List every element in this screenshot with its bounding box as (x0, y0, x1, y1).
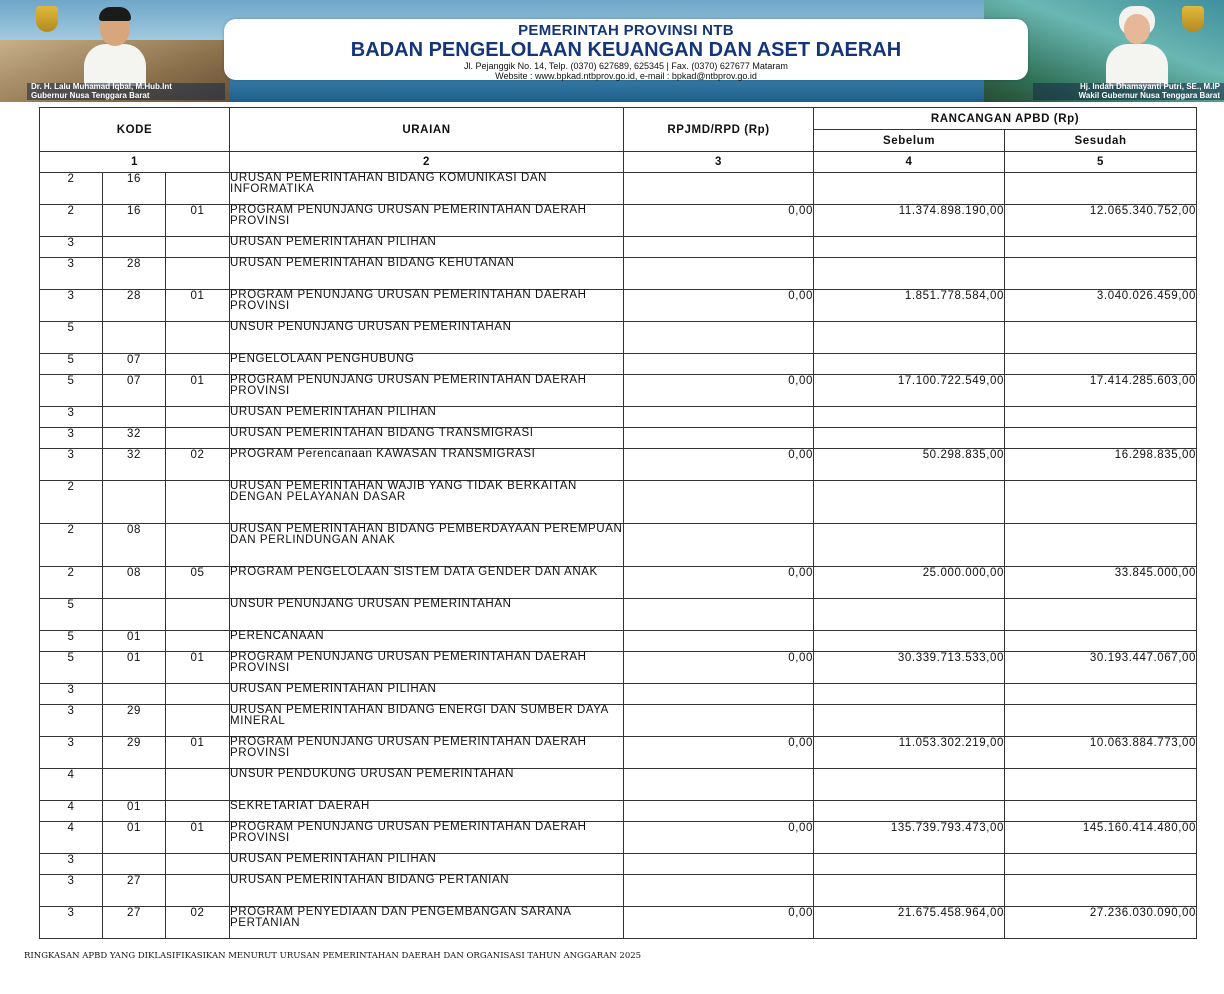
agency-website: Website : www.bpkad.ntbprov.go.id, e-mail : bpkad@ntbprov.go.id (495, 71, 757, 81)
kode-level2-cell: 29 (103, 737, 166, 769)
governor-caption (27, 83, 225, 100)
table-row (40, 567, 1197, 599)
table-row (40, 631, 1197, 652)
rpjmd-cell: 0,00 (624, 205, 814, 237)
table-row (40, 769, 1197, 801)
header-banner (0, 0, 1224, 102)
kode-level1-cell: 5 (40, 322, 103, 354)
kode-level1-cell: 2 (40, 205, 103, 237)
table-row (40, 652, 1197, 684)
kode-level2-cell (103, 322, 166, 354)
table-row (40, 481, 1197, 524)
sebelum-cell (814, 769, 1005, 801)
uraian-cell: PROGRAM PENUNJANG URUSAN PEMERINTAHAN DAERAH PROVINSI (230, 375, 624, 407)
kode-level1-cell: 5 (40, 631, 103, 652)
kode-level3-cell: 01 (166, 290, 230, 322)
sebelum-cell (814, 599, 1005, 631)
kode-level1-cell: 3 (40, 875, 103, 907)
table-row (40, 684, 1197, 705)
kode-level2-cell (103, 599, 166, 631)
kode-level1-cell: 2 (40, 524, 103, 567)
kode-level2-cell: 01 (103, 801, 166, 822)
table-row (40, 524, 1197, 567)
kode-level3-cell (166, 705, 230, 737)
sesudah-cell (1005, 875, 1197, 907)
table-row (40, 854, 1197, 875)
table-row (40, 375, 1197, 407)
column-number: 5 (1005, 152, 1197, 173)
vice-governor-caption (1033, 83, 1224, 100)
kode-level2-cell: 08 (103, 567, 166, 599)
kode-level1-cell: 3 (40, 237, 103, 258)
table-body (40, 173, 1197, 939)
header-uraian: URAIAN (230, 108, 624, 152)
kode-level2-cell (103, 237, 166, 258)
uraian-cell: SEKRETARIAT DAERAH (230, 801, 624, 822)
kode-level1-cell: 5 (40, 652, 103, 684)
sesudah-cell (1005, 769, 1197, 801)
kode-level3-cell (166, 631, 230, 652)
header-kode: KODE (40, 108, 230, 152)
uraian-cell: PROGRAM PENGELOLAAN SISTEM DATA GENDER DAN ANAK (230, 567, 624, 599)
header-rancangan: RANCANGAN APBD (Rp) (814, 108, 1197, 130)
uraian-cell: URUSAN PEMERINTAHAN PILIHAN (230, 407, 624, 428)
sebelum-cell: 11.374.898.190,00 (814, 205, 1005, 237)
kode-level2-cell (103, 407, 166, 428)
uraian-cell: PROGRAM PENYEDIAAN DAN PENGEMBANGAN SARANA PERTANIAN (230, 907, 624, 939)
sebelum-cell (814, 481, 1005, 524)
uraian-cell: UNSUR PENUNJANG URUSAN PEMERINTAHAN (230, 599, 624, 631)
kode-level3-cell (166, 258, 230, 290)
kode-level1-cell: 2 (40, 173, 103, 205)
sebelum-cell (814, 631, 1005, 652)
rpjmd-cell: 0,00 (624, 567, 814, 599)
rpjmd-cell (624, 875, 814, 907)
uraian-cell: PROGRAM PENUNJANG URUSAN PEMERINTAHAN DAERAH PROVINSI (230, 822, 624, 854)
table-row (40, 801, 1197, 822)
sesudah-cell (1005, 631, 1197, 652)
government-title: PEMERINTAH PROVINSI NTB (518, 22, 734, 39)
kode-level1-cell: 5 (40, 599, 103, 631)
sesudah-cell: 16.298.835,00 (1005, 449, 1197, 481)
uraian-cell: URUSAN PEMERINTAHAN BIDANG TRANSMIGRASI (230, 428, 624, 449)
uraian-cell: PROGRAM PENUNJANG URUSAN PEMERINTAHAN DAERAH PROVINSI (230, 205, 624, 237)
sebelum-cell: 50.298.835,00 (814, 449, 1005, 481)
rpjmd-cell (624, 322, 814, 354)
kode-level3-cell (166, 322, 230, 354)
governor-title: Gubernur Nusa Tenggara Barat (31, 90, 150, 100)
kode-level3-cell (166, 599, 230, 631)
sebelum-cell (814, 854, 1005, 875)
kode-level1-cell: 4 (40, 769, 103, 801)
table-row (40, 354, 1197, 375)
rpjmd-cell (624, 481, 814, 524)
footer-caption: RINGKASAN APBD YANG DIKLASIFIKASIKAN MENURUT URUSAN PEMERINTAHAN DAERAH DAN ORGANISASI TAHUN ANGGARAN 2025 (24, 951, 642, 961)
emblem-icon (36, 6, 58, 32)
kode-level3-cell: 02 (166, 449, 230, 481)
rpjmd-cell: 0,00 (624, 375, 814, 407)
apbd-table (39, 107, 1197, 939)
kode-level3-cell: 01 (166, 375, 230, 407)
sesudah-cell: 3.040.026.459,00 (1005, 290, 1197, 322)
kode-level2-cell: 01 (103, 822, 166, 854)
kode-level2-cell: 08 (103, 524, 166, 567)
table-row (40, 407, 1197, 428)
kode-level3-cell (166, 684, 230, 705)
sebelum-cell: 30.339.713.533,00 (814, 652, 1005, 684)
kode-level1-cell: 3 (40, 737, 103, 769)
kode-level3-cell: 01 (166, 822, 230, 854)
kode-level3-cell (166, 875, 230, 907)
uraian-cell: URUSAN PEMERINTAHAN BIDANG PERTANIAN (230, 875, 624, 907)
kode-level2-cell (103, 481, 166, 524)
rpjmd-cell (624, 173, 814, 205)
header-sebelum: Sebelum (814, 130, 1005, 152)
rpjmd-cell: 0,00 (624, 822, 814, 854)
kode-level2-cell: 01 (103, 631, 166, 652)
uraian-cell: PENGELOLAAN PENGHUBUNG (230, 354, 624, 375)
column-number: 1 (40, 152, 230, 173)
kode-level2-cell: 27 (103, 875, 166, 907)
sebelum-cell (814, 428, 1005, 449)
kode-level1-cell: 4 (40, 801, 103, 822)
table-row (40, 428, 1197, 449)
kode-level3-cell: 05 (166, 567, 230, 599)
sebelum-cell: 11.053.302.219,00 (814, 737, 1005, 769)
rpjmd-cell (624, 237, 814, 258)
kode-level1-cell: 2 (40, 481, 103, 524)
kode-level2-cell: 32 (103, 428, 166, 449)
sebelum-cell (814, 237, 1005, 258)
sesudah-cell (1005, 428, 1197, 449)
sesudah-cell: 145.160.414.480,00 (1005, 822, 1197, 854)
kode-level3-cell (166, 428, 230, 449)
sebelum-cell (814, 258, 1005, 290)
kode-level2-cell: 07 (103, 354, 166, 375)
table-row (40, 173, 1197, 205)
kode-level1-cell: 5 (40, 354, 103, 375)
kode-level2-cell: 01 (103, 652, 166, 684)
sebelum-cell: 21.675.458.964,00 (814, 907, 1005, 939)
sesudah-cell (1005, 705, 1197, 737)
agency-title-box (224, 19, 1028, 80)
sesudah-cell: 10.063.884.773,00 (1005, 737, 1197, 769)
kode-level1-cell: 3 (40, 290, 103, 322)
vice-governor-name: Hj. Indah Dhamayanti Putri, SE., M.IP (1079, 82, 1220, 91)
table-row (40, 737, 1197, 769)
uraian-cell: URUSAN PEMERINTAHAN WAJIB YANG TIDAK BERKAITAN DENGAN PELAYANAN DASAR (230, 481, 624, 524)
kode-level1-cell: 4 (40, 822, 103, 854)
governor-portrait (78, 4, 152, 84)
kode-level1-cell: 3 (40, 705, 103, 737)
rpjmd-cell (624, 407, 814, 428)
sebelum-cell: 17.100.722.549,00 (814, 375, 1005, 407)
table-row (40, 205, 1197, 237)
sesudah-cell: 33.845.000,00 (1005, 567, 1197, 599)
rpjmd-cell (624, 599, 814, 631)
sebelum-cell (814, 801, 1005, 822)
kode-level2-cell: 16 (103, 173, 166, 205)
kode-level2-cell (103, 854, 166, 875)
kode-level1-cell: 3 (40, 684, 103, 705)
kode-level1-cell: 3 (40, 258, 103, 290)
rpjmd-cell (624, 769, 814, 801)
sebelum-cell (814, 322, 1005, 354)
uraian-cell: URUSAN PEMERINTAHAN BIDANG KEHUTANAN (230, 258, 624, 290)
kode-level3-cell (166, 524, 230, 567)
kode-level2-cell: 27 (103, 907, 166, 939)
uraian-cell: UNSUR PENUNJANG URUSAN PEMERINTAHAN (230, 322, 624, 354)
kode-level2-cell (103, 769, 166, 801)
uraian-cell: URUSAN PEMERINTAHAN BIDANG KOMUNIKASI DAN INFORMATIKA (230, 173, 624, 205)
rpjmd-cell (624, 428, 814, 449)
rpjmd-cell (624, 705, 814, 737)
header-rpjmd: RPJMD/RPD (Rp) (624, 108, 814, 152)
kode-level2-cell: 28 (103, 290, 166, 322)
rpjmd-cell (624, 854, 814, 875)
sesudah-cell (1005, 322, 1197, 354)
sesudah-cell (1005, 173, 1197, 205)
rpjmd-cell: 0,00 (624, 290, 814, 322)
rpjmd-cell (624, 258, 814, 290)
table-row (40, 875, 1197, 907)
table-row (40, 322, 1197, 354)
table-row (40, 258, 1197, 290)
kode-level2-cell: 16 (103, 205, 166, 237)
sesudah-cell (1005, 481, 1197, 524)
kode-level3-cell: 01 (166, 652, 230, 684)
table-row (40, 599, 1197, 631)
uraian-cell: PROGRAM Perencanaan KAWASAN TRANSMIGRASI (230, 449, 624, 481)
vice-governor-title: Wakil Gubernur Nusa Tenggara Barat (1078, 90, 1220, 100)
sesudah-cell (1005, 801, 1197, 822)
kode-level3-cell: 02 (166, 907, 230, 939)
sesudah-cell (1005, 684, 1197, 705)
kode-level3-cell (166, 407, 230, 428)
kode-level3-cell (166, 481, 230, 524)
kode-level3-cell: 01 (166, 737, 230, 769)
uraian-cell: PERENCANAAN (230, 631, 624, 652)
rpjmd-cell (624, 354, 814, 375)
kode-level3-cell (166, 173, 230, 205)
column-number: 3 (624, 152, 814, 173)
uraian-cell: URUSAN PEMERINTAHAN PILIHAN (230, 684, 624, 705)
rpjmd-cell: 0,00 (624, 449, 814, 481)
sebelum-cell (814, 354, 1005, 375)
table-row (40, 822, 1197, 854)
sesudah-cell (1005, 524, 1197, 567)
agency-title: BADAN PENGELOLAAN KEUANGAN DAN ASET DAERAH (350, 39, 902, 61)
sesudah-cell: 30.193.447.067,00 (1005, 652, 1197, 684)
rpjmd-cell: 0,00 (624, 737, 814, 769)
header-sesudah: Sesudah (1005, 130, 1197, 152)
kode-level2-cell: 28 (103, 258, 166, 290)
uraian-cell: URUSAN PEMERINTAHAN BIDANG PEMBERDAYAAN PEREMPUAN DAN PERLINDUNGAN ANAK (230, 524, 624, 567)
kode-level2-cell: 29 (103, 705, 166, 737)
kode-level1-cell: 3 (40, 854, 103, 875)
kode-level1-cell: 3 (40, 907, 103, 939)
uraian-cell: PROGRAM PENUNJANG URUSAN PEMERINTAHAN DAERAH PROVINSI (230, 290, 624, 322)
sesudah-cell (1005, 354, 1197, 375)
table-row (40, 907, 1197, 939)
sesudah-cell (1005, 407, 1197, 428)
vice-governor-portrait (1100, 4, 1174, 84)
uraian-cell: URUSAN PEMERINTAHAN PILIHAN (230, 237, 624, 258)
kode-level1-cell: 5 (40, 375, 103, 407)
uraian-cell: URUSAN PEMERINTAHAN BIDANG ENERGI DAN SUMBER DAYA MINERAL (230, 705, 624, 737)
table-row (40, 237, 1197, 258)
sesudah-cell (1005, 599, 1197, 631)
table-row (40, 449, 1197, 481)
sebelum-cell: 135.739.793.473,00 (814, 822, 1005, 854)
rpjmd-cell (624, 801, 814, 822)
uraian-cell: UNSUR PENDUKUNG URUSAN PEMERINTAHAN (230, 769, 624, 801)
rpjmd-cell (624, 524, 814, 567)
kode-level2-cell: 07 (103, 375, 166, 407)
emblem-icon (1182, 6, 1204, 32)
kode-level2-cell: 32 (103, 449, 166, 481)
agency-address: Jl. Pejanggik No. 14, Telp. (0370) 627689, 625345 | Fax. (0370) 627677 Mataram (464, 61, 788, 71)
uraian-cell: PROGRAM PENUNJANG URUSAN PEMERINTAHAN DAERAH PROVINSI (230, 737, 624, 769)
sebelum-cell: 1.851.778.584,00 (814, 290, 1005, 322)
table-row (40, 290, 1197, 322)
sesudah-cell (1005, 237, 1197, 258)
kode-level3-cell (166, 237, 230, 258)
kode-level2-cell (103, 684, 166, 705)
sesudah-cell (1005, 258, 1197, 290)
uraian-cell: PROGRAM PENUNJANG URUSAN PEMERINTAHAN DAERAH PROVINSI (230, 652, 624, 684)
column-number: 4 (814, 152, 1005, 173)
kode-level3-cell (166, 854, 230, 875)
kode-level1-cell: 3 (40, 449, 103, 481)
sebelum-cell: 25.000.000,00 (814, 567, 1005, 599)
rpjmd-cell (624, 684, 814, 705)
governor-name: Dr. H. Lalu Muhamad Iqbal, M.Hub.Int (31, 82, 172, 91)
sesudah-cell (1005, 854, 1197, 875)
sesudah-cell: 12.065.340.752,00 (1005, 205, 1197, 237)
kode-level3-cell (166, 801, 230, 822)
kode-level1-cell: 2 (40, 567, 103, 599)
sebelum-cell (814, 407, 1005, 428)
kode-level1-cell: 3 (40, 407, 103, 428)
uraian-cell: URUSAN PEMERINTAHAN PILIHAN (230, 854, 624, 875)
kode-level3-cell (166, 354, 230, 375)
table-row (40, 705, 1197, 737)
sesudah-cell: 27.236.030.090,00 (1005, 907, 1197, 939)
kode-level3-cell: 01 (166, 205, 230, 237)
sesudah-cell: 17.414.285.603,00 (1005, 375, 1197, 407)
column-number: 2 (230, 152, 624, 173)
sebelum-cell (814, 705, 1005, 737)
rpjmd-cell: 0,00 (624, 907, 814, 939)
sebelum-cell (814, 875, 1005, 907)
sebelum-cell (814, 524, 1005, 567)
rpjmd-cell: 0,00 (624, 652, 814, 684)
sebelum-cell (814, 684, 1005, 705)
rpjmd-cell (624, 631, 814, 652)
kode-level3-cell (166, 769, 230, 801)
sebelum-cell (814, 173, 1005, 205)
kode-level1-cell: 3 (40, 428, 103, 449)
